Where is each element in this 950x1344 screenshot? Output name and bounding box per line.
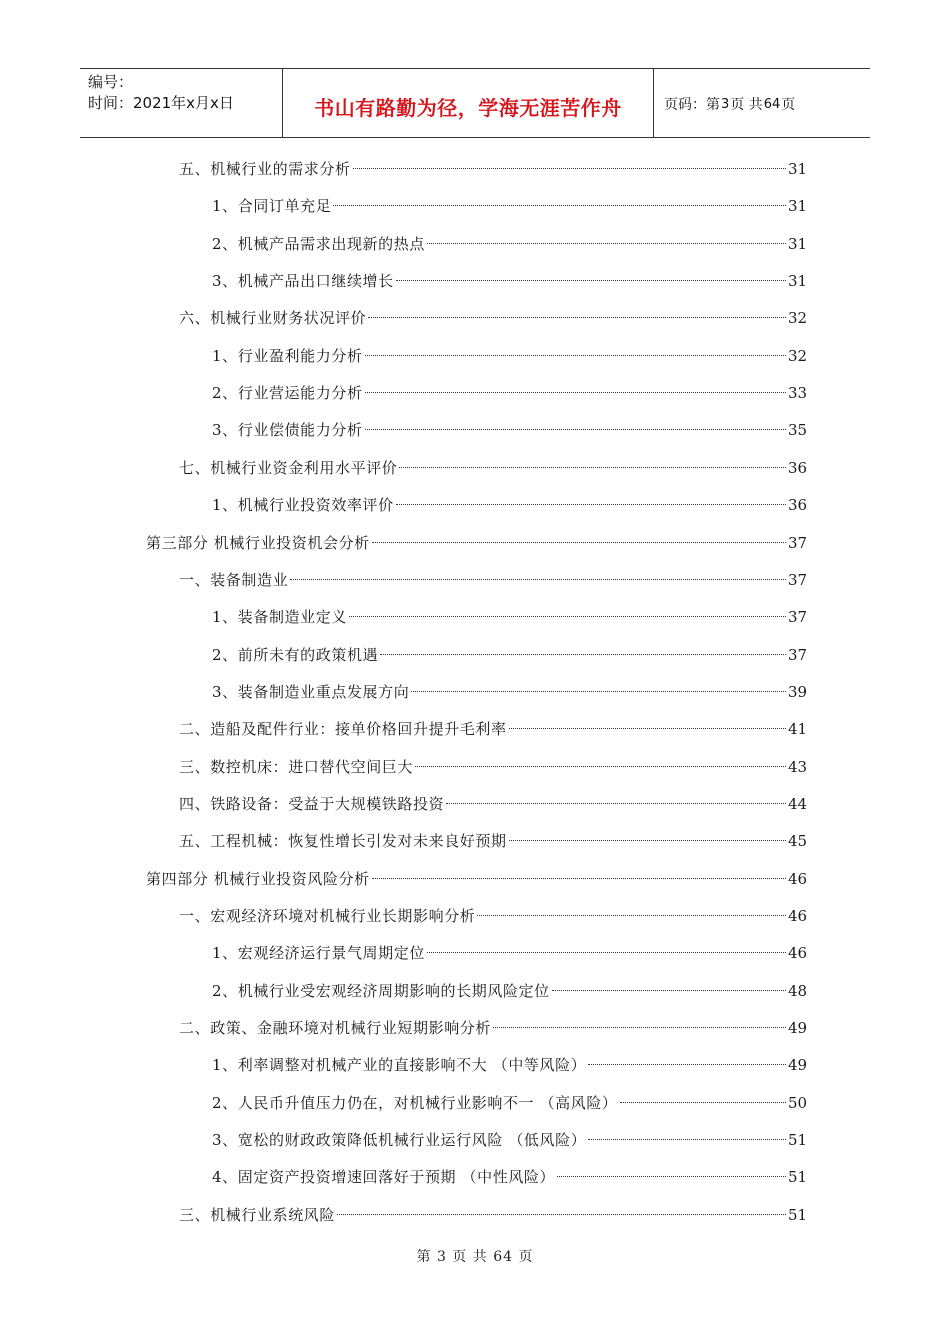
- toc-entry-title: 1、行业盈利能力分析: [212, 346, 363, 365]
- toc-entry-page: 31: [788, 234, 808, 253]
- toc-entry-title: 五、机械行业的需求分析: [179, 160, 351, 178]
- toc-entry[interactable]: [146, 862, 808, 888]
- toc-entry-title: 1、机械行业投资效率评价: [212, 496, 394, 515]
- header-motto-cell: [282, 69, 654, 137]
- toc-dot-leader: [509, 824, 786, 846]
- toc-entry[interactable]: [212, 974, 808, 1000]
- toc-entry-title: 二、政策、金融环境对机械行业短期影响分析: [179, 1019, 492, 1038]
- toc-entry-title: 3、宽松的财政政策降低机械行业运行风险 （低风险）: [212, 1131, 587, 1150]
- toc-entry-title: 第四部分 机械行业投资风险分析: [146, 869, 370, 888]
- header-meta: [80, 69, 282, 137]
- page-prefix: 页码：第: [664, 97, 720, 113]
- toc-entry[interactable]: [179, 152, 808, 178]
- page-footer: 第 3 页 共 64 页: [416, 1249, 534, 1265]
- toc-entry-page: 51: [788, 1205, 808, 1224]
- toc-entry[interactable]: [212, 1123, 808, 1150]
- toc-dot-leader: [557, 1160, 786, 1182]
- toc-entry-page: 49: [788, 1056, 808, 1075]
- page-suffix: 页: [781, 97, 796, 113]
- toc-entry[interactable]: [212, 227, 808, 253]
- toc-entry[interactable]: [212, 376, 808, 403]
- toc-entry[interactable]: [179, 1198, 808, 1224]
- toc-entry-page: 51: [788, 1131, 808, 1150]
- toc-entry[interactable]: [212, 1086, 808, 1112]
- toc-dot-leader: [337, 1198, 786, 1220]
- toc-dot-leader: [620, 1086, 786, 1108]
- header-page-indicator: [654, 69, 870, 137]
- toc-dot-leader: [427, 227, 786, 249]
- toc-dot-leader: [396, 264, 786, 286]
- page-mid: 页 共: [730, 97, 763, 113]
- toc-entry[interactable]: [212, 488, 808, 515]
- toc-entry-page: 48: [788, 981, 808, 1000]
- toc-dot-leader: [372, 862, 786, 884]
- toc-entry-title: 2、人民币升值压力仍在，对机械行业影响不一 （高风险）: [212, 1093, 618, 1112]
- toc-dot-leader: [588, 1048, 786, 1070]
- toc-dot-leader: [588, 1123, 786, 1145]
- toc-entry-page: 46: [788, 869, 808, 888]
- toc-entry[interactable]: [212, 1160, 808, 1187]
- toc-dot-leader: [368, 301, 786, 323]
- toc-entry-page: 46: [788, 944, 808, 963]
- toc-entry-page: 36: [788, 458, 808, 477]
- toc-entry[interactable]: [212, 675, 808, 701]
- toc-entry[interactable]: [179, 451, 808, 477]
- toc-entry[interactable]: [179, 899, 808, 925]
- toc-entry-title: 第三部分 机械行业投资机会分析: [146, 533, 370, 552]
- toc-dot-leader: [415, 750, 786, 772]
- toc-entry-title: 五、工程机械：恢复性增长引发对未来良好预期: [179, 832, 507, 851]
- toc-entry-title: 3、行业偿债能力分析: [212, 421, 363, 440]
- toc-entry-page: 37: [788, 645, 808, 664]
- toc-entry-title: 六、机械行业财务状况评价: [179, 309, 367, 328]
- toc-entry[interactable]: [212, 1048, 808, 1075]
- toc-entry[interactable]: [212, 638, 808, 664]
- toc-entry-title: 2、机械行业受宏观经济周期影响的长期风险定位: [212, 981, 550, 1000]
- toc-entry-page: 32: [788, 346, 808, 365]
- toc-dot-leader: [365, 339, 786, 361]
- toc-entry-page: 46: [788, 907, 808, 925]
- document-time-label: 时间：2021年x月x日: [88, 94, 234, 112]
- toc-dot-leader: [399, 451, 786, 473]
- toc-dot-leader: [365, 376, 786, 398]
- toc-entry-page: 32: [788, 309, 808, 328]
- toc-entry[interactable]: [212, 264, 808, 291]
- toc-entry[interactable]: [179, 787, 808, 813]
- toc-dot-leader: [552, 974, 786, 996]
- toc-entry-title: 1、合同订单充足: [212, 197, 332, 216]
- page-current: 3: [721, 96, 730, 112]
- toc-entry[interactable]: [179, 712, 808, 739]
- toc-entry-title: 1、利率调整对机械产业的直接影响不大 （中等风险）: [212, 1056, 587, 1075]
- toc-entry-page: 31: [788, 272, 808, 291]
- toc-entry-page: 35: [788, 421, 808, 440]
- toc-dot-leader: [477, 899, 786, 921]
- toc-entry-title: 一、装备制造业: [179, 570, 289, 589]
- toc-entry[interactable]: [179, 563, 808, 589]
- toc-dot-leader: [509, 712, 786, 734]
- toc-dot-leader: [349, 600, 786, 622]
- toc-entry-title: 4、固定资产投资增速回落好于预期 （中性风险）: [212, 1168, 556, 1187]
- toc-entry-title: 1、装备制造业定义: [212, 608, 347, 627]
- toc-dot-leader: [493, 1011, 786, 1033]
- toc-entry-page: 31: [788, 160, 808, 178]
- toc-entry-page: 43: [788, 757, 808, 776]
- toc-entry-page: 37: [788, 533, 808, 552]
- toc-dot-leader: [365, 413, 786, 435]
- toc-entry-page: 36: [788, 496, 808, 515]
- toc-entry[interactable]: [212, 413, 808, 440]
- toc-entry[interactable]: [212, 600, 808, 627]
- toc-dot-leader: [446, 787, 786, 809]
- toc-entry-page: 41: [788, 720, 808, 739]
- toc-entry[interactable]: [179, 1011, 808, 1038]
- toc-dot-leader: [427, 936, 786, 958]
- toc-entry-page: 51: [788, 1168, 808, 1187]
- toc-dot-leader: [290, 563, 786, 585]
- toc-entry-title: 二、造船及配件行业：接单价格回升提升毛利率: [179, 720, 507, 739]
- toc-entry-page: 44: [788, 794, 808, 813]
- toc-entry-page: 39: [788, 682, 808, 701]
- toc-entry[interactable]: [179, 301, 808, 328]
- header-motto: 书山有路勤为径，学海无涯苦作舟: [314, 95, 622, 120]
- toc-entry-title: 三、数控机床：进口替代空间巨大: [179, 757, 414, 776]
- toc-entry[interactable]: [212, 189, 808, 216]
- toc-entry[interactable]: [146, 526, 808, 552]
- document-number-label: 编号：: [88, 73, 134, 91]
- toc-entry-page: 33: [788, 384, 808, 403]
- toc-entry-page: 45: [788, 832, 808, 851]
- toc-dot-leader: [411, 675, 786, 697]
- toc-entry-title: 2、行业营运能力分析: [212, 384, 363, 403]
- toc-entry-page: 49: [788, 1019, 808, 1038]
- toc-entry-title: 三、机械行业系统风险: [179, 1205, 336, 1224]
- toc-entry-page: 37: [788, 608, 808, 627]
- toc-entry-title: 3、机械产品出口继续增长: [212, 272, 394, 291]
- toc-dot-leader: [353, 152, 786, 174]
- toc-entry-title: 1、宏观经济运行景气周期定位: [212, 944, 425, 963]
- toc-entry-title: 四、铁路设备：受益于大规模铁路投资: [179, 794, 445, 813]
- toc-dot-leader: [333, 189, 786, 211]
- toc-entry-title: 七、机械行业资金利用水平评价: [179, 458, 398, 477]
- page-total: 64: [763, 96, 781, 112]
- toc-entry-page: 37: [788, 570, 808, 589]
- toc-entry[interactable]: [179, 824, 808, 851]
- toc-dot-leader: [380, 638, 786, 660]
- toc-entry-page: 31: [788, 197, 808, 216]
- page-header: [80, 68, 870, 138]
- toc-entry-title: 2、前所未有的政策机遇: [212, 645, 379, 664]
- toc-entry[interactable]: [212, 936, 808, 963]
- toc-dot-leader: [396, 488, 786, 510]
- toc-entry-page: 50: [788, 1093, 808, 1112]
- toc-entry[interactable]: [179, 750, 808, 776]
- toc-entry-title: 一、宏观经济环境对机械行业长期影响分析: [179, 907, 476, 925]
- toc-dot-leader: [372, 526, 786, 548]
- toc-entry[interactable]: [212, 339, 808, 365]
- toc-entry-title: 2、机械产品需求出现新的热点: [212, 234, 425, 253]
- toc-entry-title: 3、装备制造业重点发展方向: [212, 682, 410, 701]
